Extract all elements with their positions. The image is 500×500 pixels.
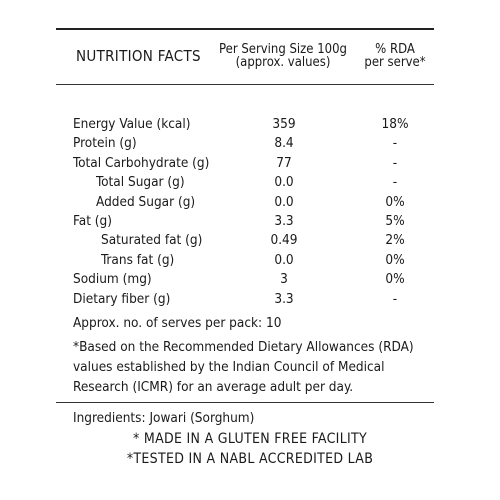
nutrient-value: 8.4	[274, 135, 294, 152]
nabl-lab-claim: *TESTED IN A NABL ACCREDITED LAB	[126, 451, 374, 467]
nutrient-label: Trans fat (g)	[101, 251, 175, 268]
nutrient-rda: 0%	[385, 193, 405, 210]
facility-claims	[0, 429, 500, 469]
table-row	[56, 251, 434, 270]
rda-line2: per serve*	[364, 55, 426, 70]
table-row	[56, 231, 434, 250]
nutrient-value: 3	[280, 271, 288, 288]
table-row	[56, 212, 434, 231]
header-rule	[56, 84, 434, 85]
nutrient-rda: -	[392, 135, 398, 152]
nutrient-rda: 18%	[381, 116, 409, 132]
nutrient-value: 0.0	[274, 174, 294, 191]
nutrient-label: Sodium (mg)	[73, 271, 152, 288]
ingredients-line: Ingredients: Jowari (Sorghum)	[73, 410, 255, 426]
serving-size-header	[212, 43, 354, 69]
serving-size-line2: (approx. values)	[235, 55, 331, 70]
table-row	[56, 290, 434, 309]
nutrient-rda: 0%	[385, 271, 405, 288]
table-row	[56, 154, 434, 173]
rda-line1: % RDA	[375, 42, 415, 57]
rda-footnote: *Based on the Recommended Dietary Allowances (RDA) values established by the Indian Council of Medical Research (ICMR) for an average adult per day.	[73, 339, 414, 395]
nutrient-label: Dietary fiber (g)	[73, 290, 171, 307]
nutrient-rows	[56, 115, 434, 309]
table-row	[56, 115, 434, 134]
nutrient-label: Energy Value (kcal)	[73, 116, 191, 132]
gluten-free-claim: * MADE IN A GLUTEN FREE FACILITY	[133, 431, 367, 447]
nutrient-value: 0.49	[270, 232, 298, 249]
bottom-rule	[56, 402, 434, 403]
nutrition-facts-title: NUTRITION FACTS	[76, 47, 201, 65]
nutrient-rda: -	[392, 174, 398, 191]
table-row	[56, 193, 434, 212]
nutrition-facts-panel	[56, 28, 434, 426]
table-row	[56, 270, 434, 289]
table-header	[56, 30, 434, 84]
nutrient-rda: 5%	[385, 212, 405, 229]
nutrient-value: 359	[272, 116, 296, 132]
table-row	[56, 173, 434, 192]
rda-header	[356, 43, 434, 69]
serves-per-pack: Approx. no. of serves per pack: 10	[73, 315, 282, 331]
nutrient-value: 0.0	[274, 251, 294, 268]
nutrient-value: 3.3	[274, 212, 294, 229]
nutrient-rda: -	[392, 154, 398, 171]
nutrient-rda: 2%	[385, 232, 405, 249]
nutrient-label: Fat (g)	[73, 212, 112, 229]
table-row	[56, 134, 434, 153]
nutrient-value: 77	[276, 154, 292, 171]
nutrient-value: 3.3	[274, 290, 294, 307]
nutrient-rda: -	[392, 290, 398, 307]
nutrient-label: Saturated fat (g)	[101, 232, 203, 249]
nutrient-rda: 0%	[385, 251, 405, 268]
nutrient-label: Protein (g)	[73, 135, 137, 152]
nutrient-label: Total Carbohydrate (g)	[73, 154, 210, 171]
serving-size-line1: Per Serving Size 100g	[219, 42, 347, 57]
nutrient-label: Added Sugar (g)	[96, 193, 196, 210]
nutrient-value: 0.0	[274, 193, 294, 210]
nutrient-label: Total Sugar (g)	[96, 174, 185, 191]
